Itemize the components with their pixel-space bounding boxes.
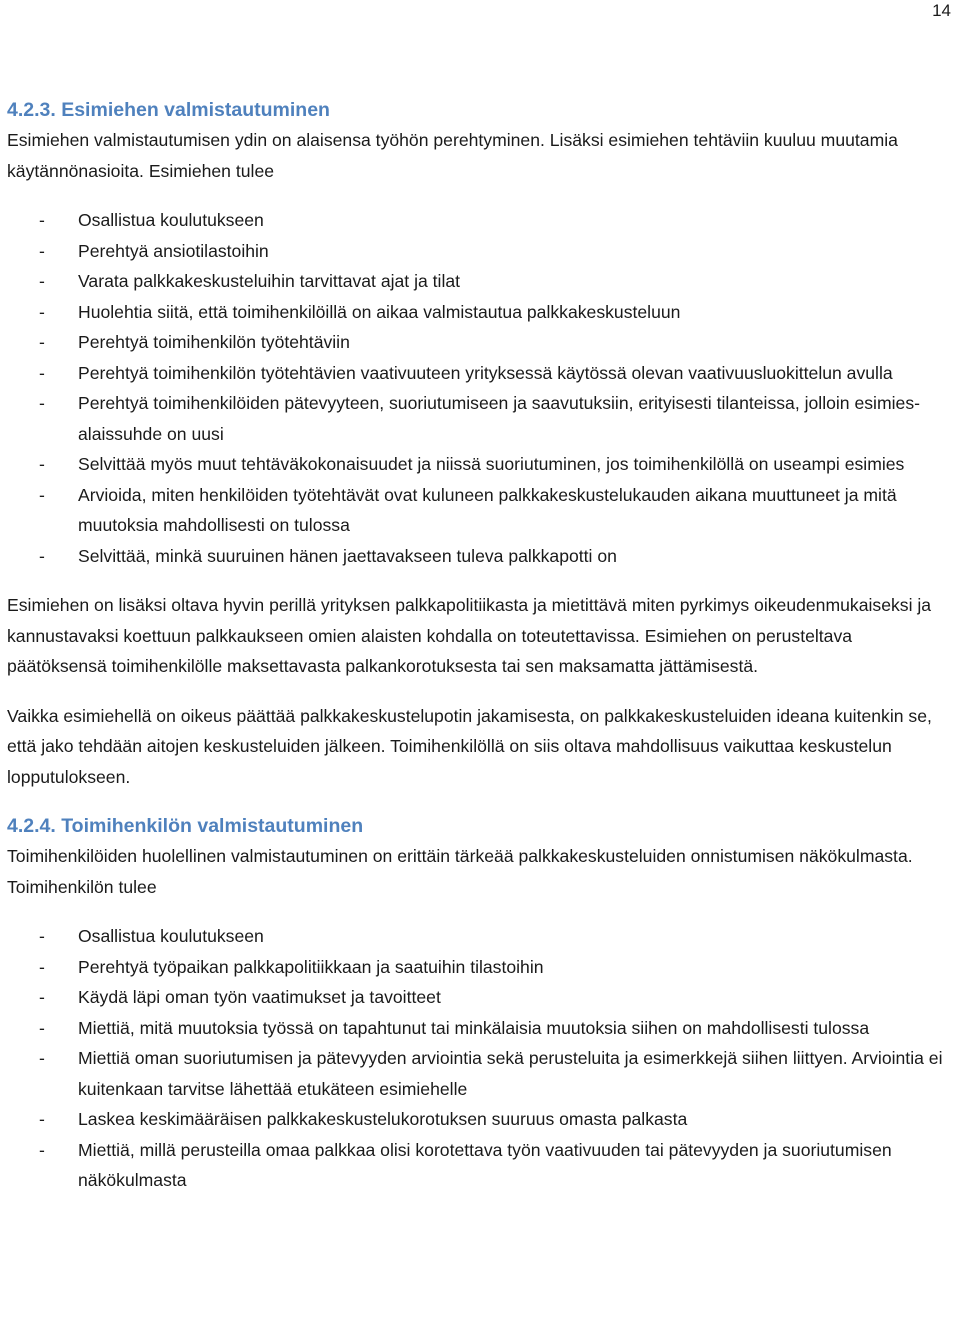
list-marker: - xyxy=(39,454,45,474)
list-item-text: Osallistua koulutukseen xyxy=(78,926,264,946)
list-item-text: Miettiä oman suoriutumisen ja pätevyyden arviointia sekä perusteluita ja esimerkkejä siihen liittyen. Arviointia ei kuitenkaan tarvitse lähettää etukäteen esimiehelle xyxy=(78,1048,943,1099)
list-item-text: Arvioida, miten henkilöiden työtehtävät ovat kuluneen palkkakeskustelukauden aikana muuttuneet ja mitä muutoksia mahdollisesti on tulossa xyxy=(78,484,897,535)
list-item xyxy=(7,236,955,267)
list-item-text: Perehtyä ansiotilastoihin xyxy=(78,240,269,261)
section-424-intro: Toimihenkilöiden huolellinen valmistautuminen on erittäin tärkeää palkkakeskusteluiden onnistumisen näkökulmasta. Toimihenkilön tulee xyxy=(7,846,913,897)
list-item xyxy=(7,266,955,297)
list-item-text: Osallistua koulutukseen xyxy=(78,210,264,230)
list-marker: - xyxy=(39,484,45,505)
section-423-paragraph: Vaikka esimiehellä on oikeus päättää palkkakeskustelupotin jakamisesta, on palkkakeskusteluiden ideana kuitenkin se, että jako tehdään aitojen keskusteluiden jälkeen. Toimihenkilöllä on siis oltava mahdollisuus vaikuttaa keskustelun lopputulokseen. xyxy=(7,705,932,787)
list-item-text: Perehtyä työpaikan palkkapolitiikkaan ja saatuihin tilastoihin xyxy=(78,956,544,977)
section-heading-424: 4.2.4. Toimihenkilön valmistautuminen xyxy=(7,815,364,837)
list-marker: - xyxy=(39,332,45,352)
list-marker: - xyxy=(39,1139,45,1160)
list-item-text: Miettiä, mitä muutoksia työssä on tapahtunut tai minkälaisia muutoksia siihen on mahdollisesti tulossa xyxy=(78,1017,870,1038)
list-item-text: Käydä läpi oman työn vaatimukset ja tavoitteet xyxy=(78,987,441,1007)
list-item-text: Selvittää, minkä suuruinen hänen jaettavakseen tuleva palkkapotti on xyxy=(78,545,617,566)
list-item xyxy=(7,541,955,572)
list-item xyxy=(7,1104,955,1135)
section-423-intro: Esimiehen valmistautumisen ydin on alaisensa työhön perehtyminen. Lisäksi esimiehen tehtäviin kuuluu muutamia käytännönasioita. Esimiehen tulee xyxy=(7,130,898,181)
document-body xyxy=(7,95,955,1196)
list-marker: - xyxy=(39,301,45,322)
list-marker: - xyxy=(39,987,45,1007)
list-marker: - xyxy=(39,926,45,946)
list-item xyxy=(7,1043,955,1104)
list-marker: - xyxy=(39,393,45,413)
list-item xyxy=(7,297,955,328)
list-item-text: Laskea keskimääräisen palkkakeskustelukorotuksen suuruus omasta palkasta xyxy=(78,1109,688,1129)
list-item xyxy=(7,1013,955,1044)
list-item-text: Perehtyä toimihenkilön työtehtäviin xyxy=(78,332,350,352)
list-item xyxy=(7,388,955,449)
list-marker: - xyxy=(39,1048,45,1068)
page-number: 14 xyxy=(932,1,951,20)
list-marker: - xyxy=(39,956,45,977)
list-marker: - xyxy=(39,271,45,291)
section-heading-423: 4.2.3. Esimiehen valmistautuminen xyxy=(7,99,330,121)
list-marker: - xyxy=(39,545,45,566)
section-423-list xyxy=(7,205,955,571)
list-marker: - xyxy=(39,362,45,383)
list-marker: - xyxy=(39,1109,45,1129)
list-item-text: Perehtyä toimihenkilön työtehtävien vaativuuteen yrityksessä käytössä olevan vaativuusluokittelun avulla xyxy=(78,362,893,383)
list-item xyxy=(7,327,955,358)
list-item-text: Selvittää myös muut tehtäväkokonaisuudet ja niissä suoriutuminen, jos toimihenkilöllä on useampi esimies xyxy=(78,454,905,474)
list-item xyxy=(7,449,955,480)
list-item-text: Miettiä, millä perusteilla omaa palkkaa olisi korotettava työn vaativuuden tai pätevyyden ja suoriutumisen näkökulmasta xyxy=(78,1139,892,1190)
list-item xyxy=(7,358,955,389)
list-item-text: Varata palkkakeskusteluihin tarvittavat ajat ja tilat xyxy=(78,271,461,291)
list-marker: - xyxy=(39,1017,45,1038)
list-item xyxy=(7,205,955,236)
list-item-text: Huolehtia siitä, että toimihenkilöillä on aikaa valmistautua palkkakeskusteluun xyxy=(78,301,681,322)
section-423-paragraph: Esimiehen on lisäksi oltava hyvin perillä yrityksen palkkapolitiikasta ja mietittävä miten pyrkimys oikeudenmukaiseksi ja kannustavaksi koettuun palkkaukseen omien alaisten kohdalla on toteutettavissa. Esimiehen on perusteltava päätöksensä toimihenkilölle maksettavasta palkankorotuksesta tai sen maksamatta jättämisestä. xyxy=(7,595,932,676)
list-item xyxy=(7,982,955,1013)
list-marker: - xyxy=(39,210,45,230)
list-item xyxy=(7,952,955,983)
list-item xyxy=(7,921,955,952)
list-item-text: Perehtyä toimihenkilöiden pätevyyteen, suoriutumiseen ja saavutuksiin, erityisesti tilanteissa, jolloin esimies-alaissuhde on uusi xyxy=(78,393,920,444)
section-424-list xyxy=(7,921,955,1196)
list-marker: - xyxy=(39,240,45,261)
list-item xyxy=(7,1135,955,1196)
list-item xyxy=(7,480,955,541)
